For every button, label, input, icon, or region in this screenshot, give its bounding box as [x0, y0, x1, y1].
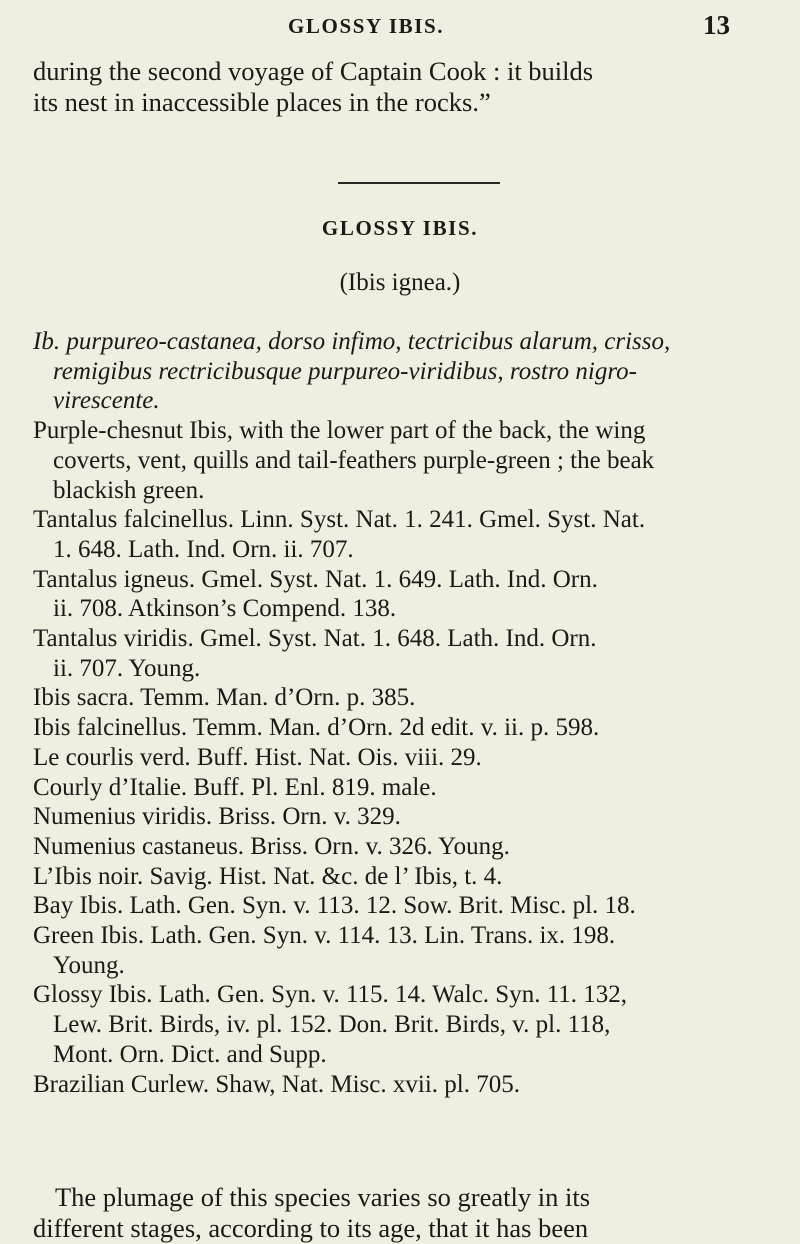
entry-line: ii. 707. Young.	[53, 654, 201, 682]
synonym-entry	[33, 1070, 773, 1100]
entry-line: blackish green.	[53, 476, 205, 504]
entry-line: L’Ibis noir. Savig. Hist. Nat. &c. de l’ Ibis, t. 4.	[33, 862, 503, 890]
synonym-entry	[33, 713, 773, 743]
entry-line: virescente.	[53, 387, 160, 415]
synonym-entry	[33, 683, 773, 713]
entry-line: Green Ibis. Lath. Gen. Syn. v. 114. 13. Lin. Trans. ix. 198.	[33, 922, 616, 950]
running-head	[0, 8, 800, 48]
entry-line: Courly d’Italie. Buff. Pl. Enl. 819. male.	[33, 773, 437, 801]
intro-paragraph	[33, 56, 773, 118]
closing-line: different stages, according to its age, that it has been	[33, 1213, 589, 1243]
entry-line: Bay Ibis. Lath. Gen. Syn. v. 113. 12. Sow. Brit. Misc. pl. 18.	[33, 892, 636, 920]
entry-line: 1. 648. Lath. Ind. Orn. ii. 707.	[53, 535, 354, 563]
synonym-entry	[33, 980, 773, 1069]
species-latin-name: (Ibis ignea.)	[339, 269, 461, 296]
synonym-entry	[33, 565, 773, 624]
entry-line: remigibus rectricibusque purpureo-viridibus, rostro nigro-	[53, 357, 637, 385]
section-divider	[338, 182, 500, 184]
intro-line: during the second voyage of Captain Cook : it builds	[33, 56, 594, 86]
synonym-entry	[33, 743, 773, 773]
english-diagnosis	[33, 416, 773, 505]
entry-line: Glossy Ibis. Lath. Gen. Syn. v. 115. 14. Walc. Syn. 11. 132,	[33, 981, 628, 1009]
entry-line: Ibis falcinellus. Temm. Man. d’Orn. 2d edit. v. ii. p. 598.	[33, 714, 600, 742]
entry-line: Numenius castaneus. Briss. Orn. v. 326. Young.	[33, 832, 510, 860]
synonym-entry	[33, 773, 773, 803]
synonym-entry	[33, 921, 773, 980]
entry-line: Numenius viridis. Briss. Orn. v. 329.	[33, 803, 401, 831]
entry-line: Young.	[53, 951, 125, 979]
intro-line: its nest in inaccessible places in the rocks.”	[33, 87, 491, 117]
entry-line: Purple-chesnut Ibis, with the lower part of the back, the wing	[33, 417, 646, 445]
page-number: 13	[703, 10, 730, 40]
entry-line: ii. 708. Atkinson’s Compend. 138.	[53, 595, 397, 623]
entry-line: Tantalus viridis. Gmel. Syst. Nat. 1. 648. Lath. Ind. Orn.	[33, 625, 597, 653]
synonym-entry	[33, 624, 773, 683]
species-title: GLOSSY IBIS.	[321, 216, 479, 240]
synonym-entry	[33, 802, 773, 832]
entry-line: Ib. purpureo-castanea, dorso infimo, tectricibus alarum, crisso,	[33, 328, 671, 355]
entry-line: Tantalus igneus. Gmel. Syst. Nat. 1. 649. Lath. Ind. Orn.	[33, 565, 598, 593]
latin-diagnosis	[33, 327, 773, 416]
entry-line: Le courlis verd. Buff. Hist. Nat. Ois. viii. 29.	[33, 743, 482, 771]
synonym-entry	[33, 505, 773, 564]
running-title: GLOSSY IBIS.	[288, 14, 445, 38]
entry-line: Lew. Brit. Birds, iv. pl. 152. Don. Brit. Birds, v. pl. 118,	[53, 1011, 611, 1039]
closing-line: The plumage of this species varies so greatly in its	[55, 1182, 591, 1212]
entry-line: coverts, vent, quills and tail-feathers purple-green ; the beak	[53, 446, 655, 474]
entry-line: Tantalus falcinellus. Linn. Syst. Nat. 1. 241. Gmel. Syst. Nat.	[33, 506, 646, 534]
closing-paragraph	[33, 1182, 773, 1244]
entry-line: Ibis sacra. Temm. Man. d’Orn. p. 385.	[33, 684, 416, 712]
synonym-entry	[33, 832, 773, 862]
synonymy-list	[33, 327, 773, 1099]
entry-line: Mont. Orn. Dict. and Supp.	[53, 1040, 327, 1068]
entry-line: Brazilian Curlew. Shaw, Nat. Misc. xvii. pl. 705.	[33, 1070, 520, 1098]
synonym-entry	[33, 862, 773, 892]
synonym-entry	[33, 891, 773, 921]
